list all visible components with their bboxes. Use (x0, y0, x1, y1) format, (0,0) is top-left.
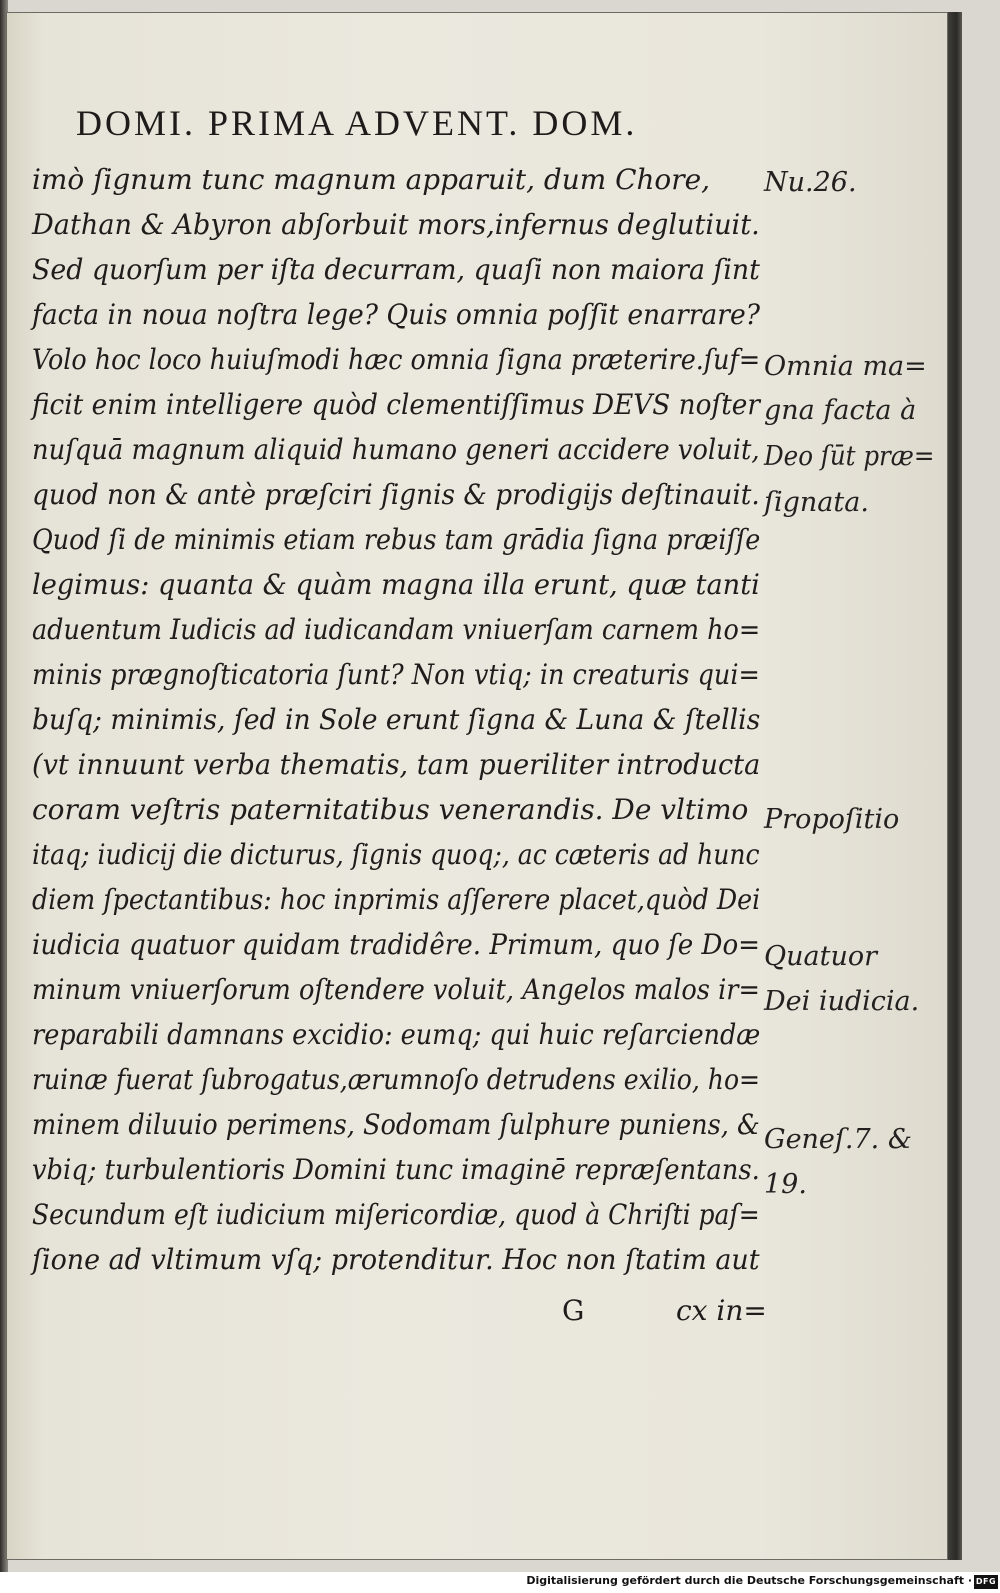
text-line: ſione ad vltimum vſq; protenditur. Hoc non ſtatim aut (32, 1243, 760, 1276)
margin-note: Omnia ma= (764, 351, 927, 382)
margin-note: Geneſ.7. & (764, 1124, 912, 1155)
text-line: nuſquā magnum aliquid humano generi accidere voluit, (32, 433, 760, 466)
text-line: diem ſpectantibus: hoc inprimis aſſerere placet,quòd Dei (32, 883, 761, 916)
margin-note: Dei iudicia. (764, 986, 920, 1017)
text-line: vbiq; turbulentioris Domini tunc imaginē repræſentans. (32, 1153, 760, 1186)
text-line: iudicia quatuor quidam tradidêre. Primum, quo ſe Do= (32, 928, 761, 961)
text-line: (vt innuunt verba thematis, tam pueriliter introducta (32, 748, 761, 781)
dfg-logo-icon: DFG (974, 1575, 998, 1589)
margin-note: Deo ſūt præ= (764, 441, 935, 472)
text-line: reparabili damnans excidio: eumq; qui huic reſarciendæ (32, 1018, 761, 1051)
text-line: aduentum Iudicis ad iudicandam vniuerſam carnem ho= (32, 613, 761, 646)
margin-note: ſignata. (764, 487, 869, 518)
text-line: ruinæ fuerat ſubrogatus,ærumnoſo detrudens exilio, ho= (32, 1063, 761, 1096)
text-line: Secundum eſt iudicium miſericordiæ, quod à Chriſti paſ= (32, 1198, 760, 1231)
footer-credit: Digitalisierung gefördert durch die Deutsche Forschungsgemeinschaft · (526, 1574, 972, 1587)
text-line: quod non & antè præſciri ſignis & prodigijs deſtinauit. (32, 478, 760, 511)
text-line: coram veſtris paternitatibus venerandis. De vltimo (32, 793, 749, 826)
text-line: minum vniuerſorum oſtendere voluit, Angelos malos ir= (32, 973, 760, 1006)
text-line: Dathan & Abyron abſorbuit mors,infernus deglutiuit. (32, 208, 760, 241)
text-line: Sed quorſum per iſta decurram, quaſi non maiora ſint (32, 253, 760, 286)
text-line: Quod ſi de minimis etiam rebus tam grādia ſigna præiſſe (32, 523, 761, 556)
text-line: imò ſignum tunc magnum apparuit, dum Chore, (32, 163, 710, 196)
text-line: minis prægnoſticatoria ſunt? Non vtiq; in creaturis qui= (32, 658, 760, 691)
text-line: facta in noua noſtra lege? Quis omnia poſſit enarrare? (32, 298, 760, 331)
text-line: minem diluuio perimens, Sodomam ſulphure puniens, & (32, 1108, 760, 1141)
margin-note: gna facta à (764, 395, 917, 426)
signature-mark: G (562, 1294, 585, 1327)
margin-note: Quatuor (764, 941, 878, 972)
margin-note: Propoſitio (764, 804, 900, 835)
running-head: DOMI. PRIMA ADVENT. DOM. (76, 103, 638, 143)
text-line: ficit enim intelligere quòd clementiſſimus DEVS noſter (32, 388, 760, 421)
text-line: buſq; minimis, ſed in Sole erunt ſigna & Luna & ſtellis (32, 703, 761, 736)
margin-note: Nu.26. (764, 167, 857, 198)
digitization-footer (0, 1572, 1000, 1593)
page-right-edge (948, 12, 962, 1560)
catchword: cx in= (676, 1294, 767, 1327)
margin-note: 19. (764, 1169, 807, 1200)
text-line: legimus: quanta & quàm magna illa erunt, quæ tanti (32, 568, 760, 601)
text-line: Volo hoc loco huiuſmodi hæc omnia ſigna præterire.ſuf= (32, 343, 761, 376)
text-line: itaq; iudicij die dicturus, ſignis quoq;, ac cæteris ad hunc (32, 838, 760, 871)
book-page (6, 12, 948, 1560)
